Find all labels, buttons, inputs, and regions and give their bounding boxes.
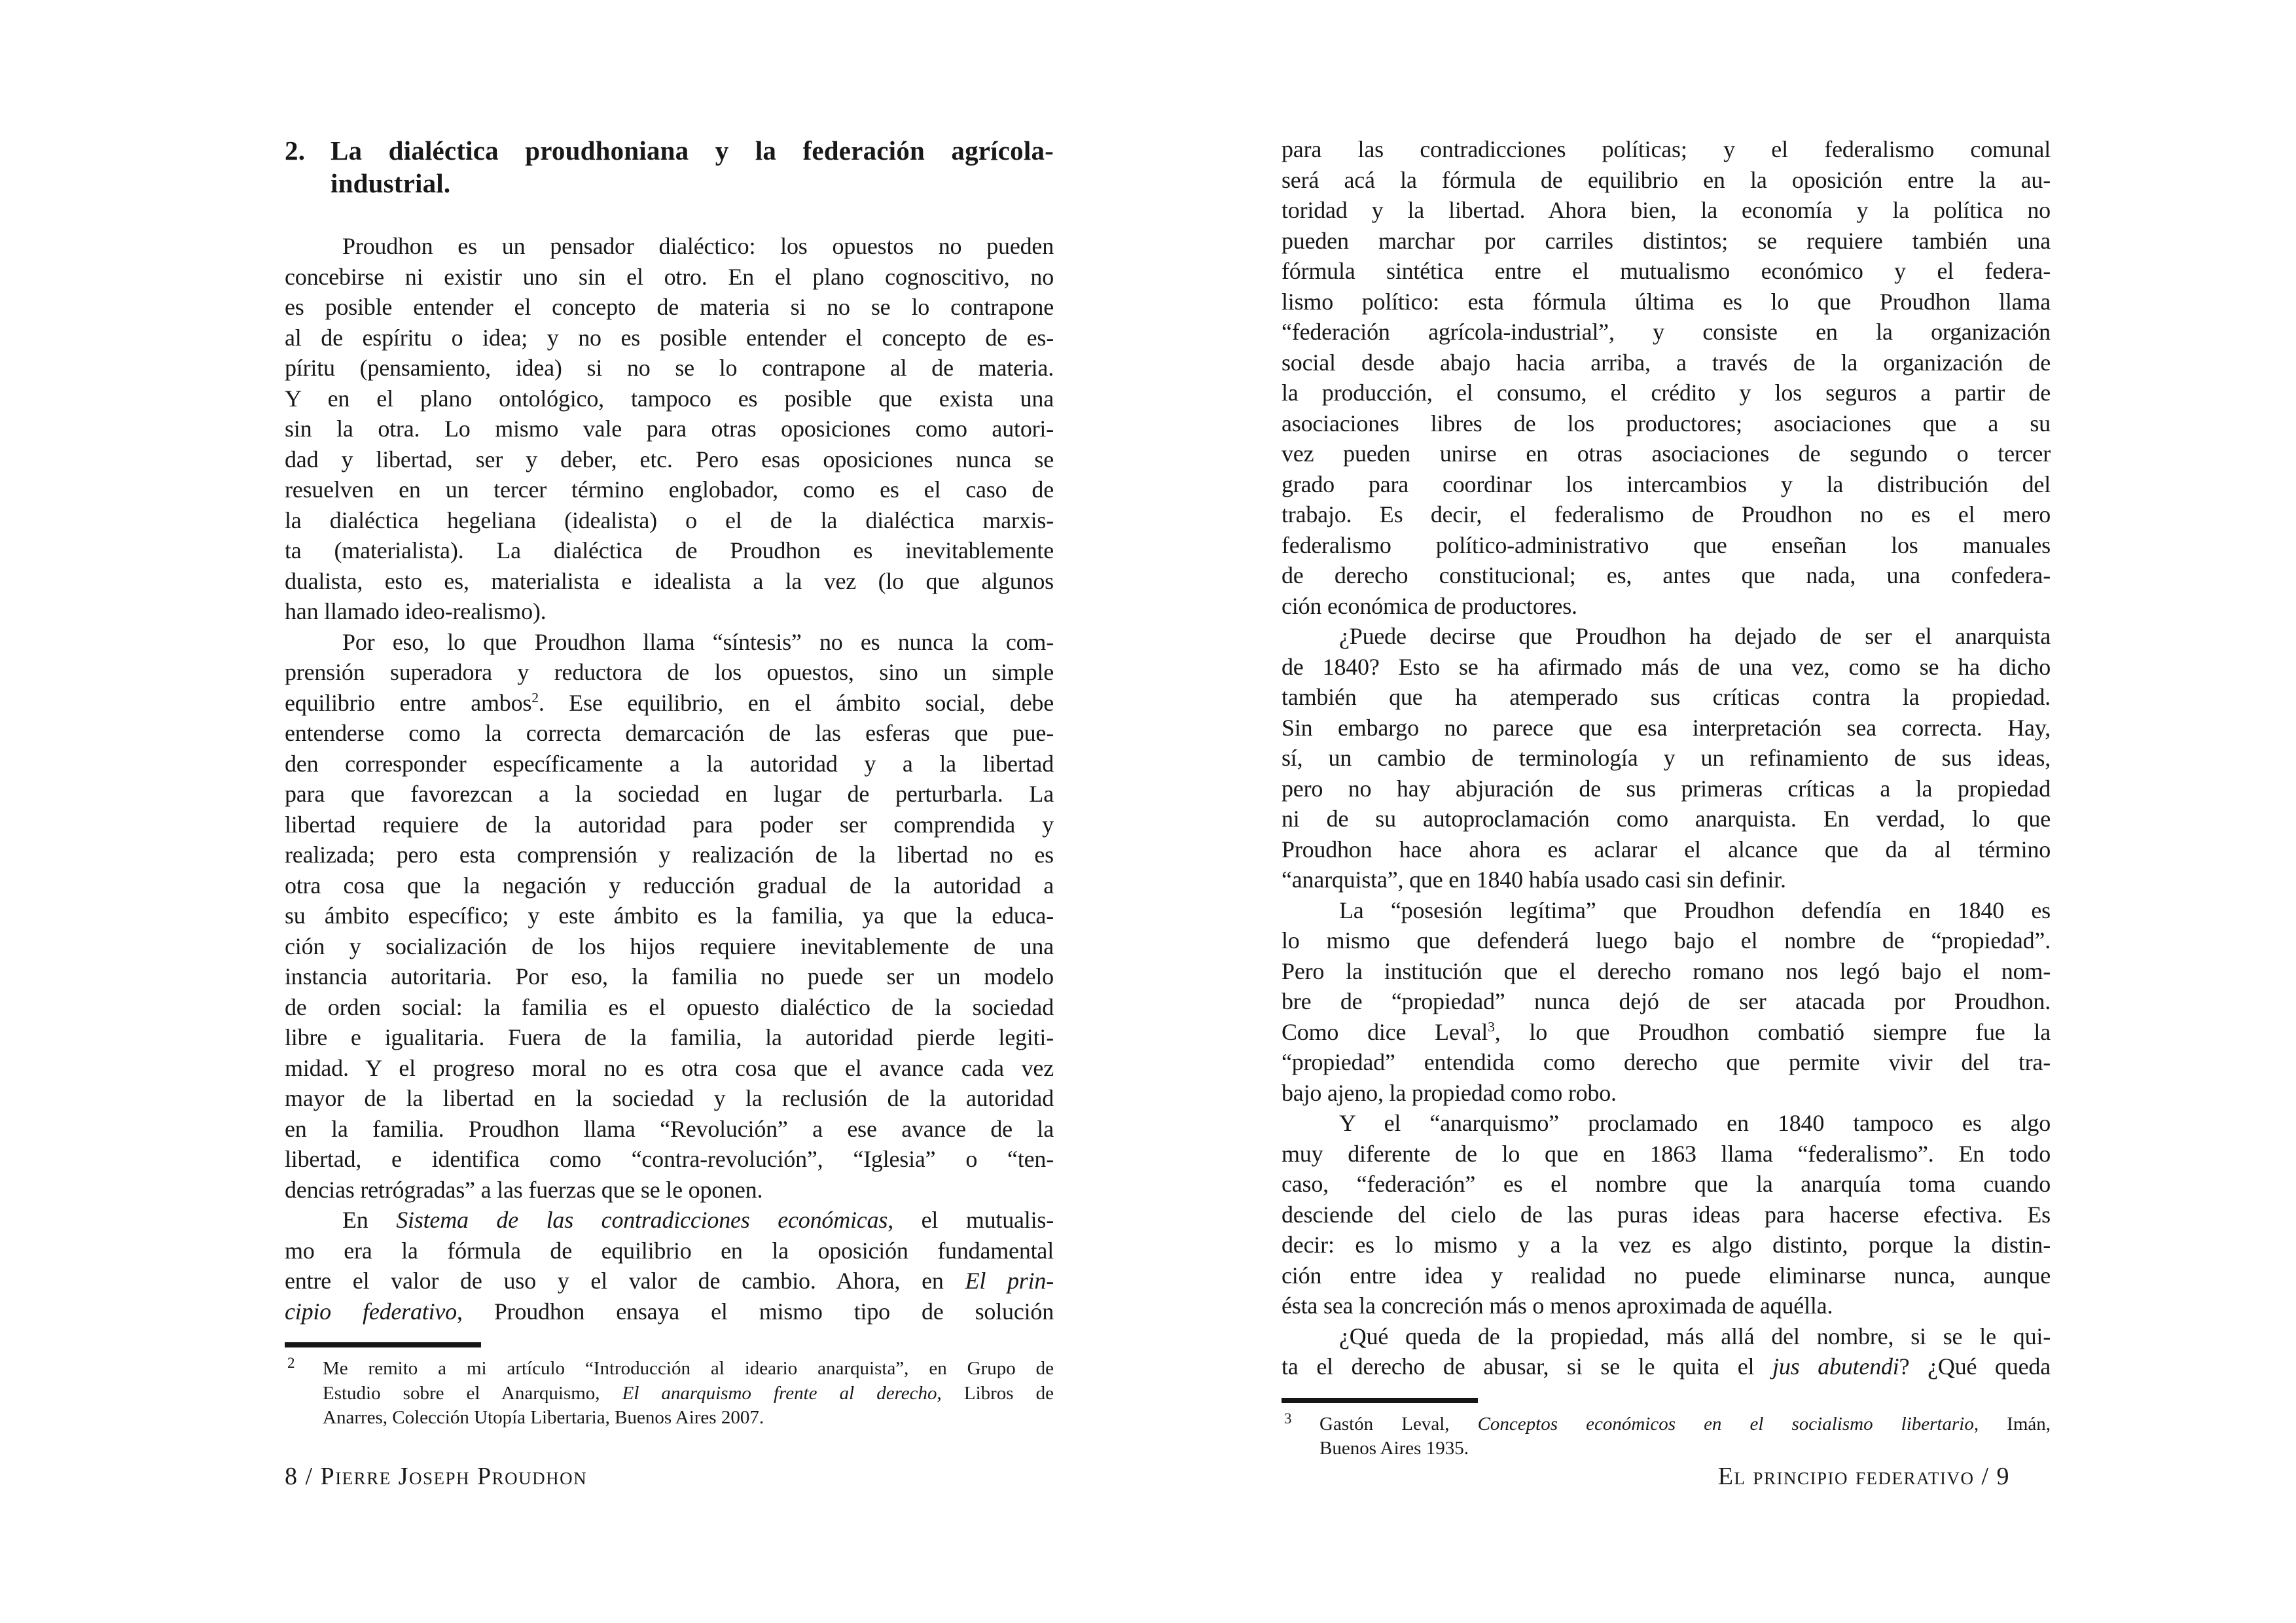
text-line: Proudhon es un pensador dialéctico: los opuestos no pueden <box>342 233 1054 259</box>
footnote-text <box>1319 1412 2051 1461</box>
text-line: libertad requiere de la autoridad para poder ser comprendida y <box>285 811 1054 838</box>
text-line: otra cosa que la negación y reducción gradual de la autoridad a <box>285 872 1054 899</box>
text-line: para que favorezcan a la sociedad en lugar de perturbarla. La <box>285 781 1054 807</box>
text-line: entre el valor de uso y el valor de cambio. Ahora, en El prin- <box>285 1268 1054 1294</box>
text-line: pero no hay abjuración de sus primeras críticas a la propiedad <box>1282 775 2051 802</box>
left-page-footer: 8 / Pierre Joseph Proudhon <box>285 1463 588 1490</box>
text-line: la dialéctica hegeliana (idealista) o el de la dialéctica marxis- <box>285 507 1054 533</box>
text-line: han llamado ideo-realismo). <box>285 598 547 624</box>
text-line: es posible entender el concepto de materia si no se lo contrapone <box>285 294 1054 320</box>
text-line: mo era la fórmula de equilibrio en la oposición fundamental <box>285 1237 1054 1264</box>
text-line: también que ha atemperado sus críticas contra la propiedad. <box>1282 684 2051 710</box>
heading-line-1: La dialéctica proudhoniana y la federación agrícola- <box>331 135 1054 166</box>
text-line: vez pueden unirse en otras asociaciones de segundo o tercer <box>1282 440 2051 467</box>
heading-line-2: industrial. <box>331 168 451 198</box>
text-line: “anarquista”, que en 1840 había usado casi sin definir. <box>1282 866 1786 893</box>
text-line: “propiedad” entendida como derecho que permite vivir del tra- <box>1282 1049 2051 1075</box>
text-line: bre de “propiedad” nunca dejó de ser atacada por Proudhon. <box>1282 988 2051 1014</box>
text-line: en la familia. Proudhon llama “Revolución” a ese avance de la <box>285 1115 1054 1142</box>
text-line: concebirse ni existir uno sin el otro. En el plano cognoscitivo, no <box>285 263 1054 290</box>
footnote-marker: 3 <box>1284 1410 1292 1427</box>
text-line: Proudhon hace ahora es aclarar el alcance que da al término <box>1282 836 2051 863</box>
text-line: pueden marchar por carriles distintos; se requiere también una <box>1282 227 2051 254</box>
text-line: muy diferente de lo que en 1863 llama “federalismo”. En todo <box>1282 1140 2051 1167</box>
text-line: desciende del cielo de las puras ideas para hacerse efectiva. Es <box>1282 1201 2051 1228</box>
text-line: libre e igualitaria. Fuera de la familia, la autoridad pierde legiti- <box>285 1024 1054 1050</box>
text-line: entenderse como la correcta demarcación de las esferas que pue- <box>285 720 1054 746</box>
text-line: La “posesión legítima” que Proudhon defendía en 1840 es <box>1339 897 2051 923</box>
text-line: Gastón Leval, Conceptos económicos en el socialismo libertario, Imán, <box>1319 1413 2051 1435</box>
text-line: Pero la institución que el derecho romano nos legó bajo el nom- <box>1282 957 2051 984</box>
text-line: ción y socialización de los hijos requiere inevitablemente de una <box>285 933 1054 959</box>
footnote-text <box>323 1357 1054 1431</box>
text-line: Buenos Aires 1935. <box>1319 1438 1469 1459</box>
footnote-rule <box>1282 1398 1478 1403</box>
text-line: ta (materialista). La dialéctica de Proudhon es inevitablemente <box>285 537 1054 563</box>
right-page-footer: El principio federativo / 9 <box>1717 1463 2010 1490</box>
text-line: grado para coordinar los intercambios y la distribución del <box>1282 471 2051 497</box>
right-page <box>1282 134 2051 1490</box>
text-line: realizada; pero esta comprensión y realización de la libertad no es <box>285 842 1054 868</box>
text-line: Me remito a mi artículo “Introducción al ideario anarquista”, en Grupo de <box>323 1358 1054 1379</box>
text-line: píritu (pensamiento, idea) si no se lo contrapone al de materia. <box>285 355 1054 381</box>
text-line: toridad y la libertad. Ahora bien, la economía y la política no <box>1282 197 2051 223</box>
text-line: ésta sea la concreción más o menos aproximada de aquélla. <box>1282 1293 1833 1319</box>
text-line: será acá la fórmula de equilibrio en la oposición entre la au- <box>1282 166 2051 193</box>
text-line: dualista, esto es, materialista e idealista a la vez (lo que algunos <box>285 567 1054 594</box>
text-line: prensión superadora y reductora de los opuestos, sino un simple <box>285 659 1054 685</box>
text-line: ¿Qué queda de la propiedad, más allá del nombre, si se le qui- <box>1339 1323 2051 1349</box>
text-line: para las contradicciones políticas; y el federalismo comunal <box>1282 136 2051 162</box>
left-page <box>285 134 1054 1490</box>
text-line: ción entre idea y realidad no puede eliminarse nunca, aunque <box>1282 1262 2051 1289</box>
text-line: midad. Y el progreso moral no es otra cosa que el avance cada vez <box>285 1054 1054 1081</box>
text-line: Anarres, Colección Utopía Libertaria, Buenos Aires 2007. <box>323 1407 764 1428</box>
text-line: den corresponder específicamente a la autoridad y a la libertad <box>285 750 1054 777</box>
footnote-rule <box>285 1342 481 1347</box>
text-line: ¿Puede decirse que Proudhon ha dejado de ser el anarquista <box>1339 623 2051 649</box>
text-line: En Sistema de las contradicciones económicas, el mutualis- <box>342 1207 1054 1233</box>
right-page-body <box>1282 134 2051 1382</box>
text-line: social desde abajo hacia arriba, a través de la organización de <box>1282 349 2051 376</box>
text-line: dencias retrógradas” a las fuerzas que se le oponen. <box>285 1176 763 1203</box>
text-line: cipio federativo, Proudhon ensaya el mismo tipo de solución <box>285 1298 1054 1325</box>
text-line: de derecho constitucional; es, antes que nada, una confedera- <box>1282 562 2051 588</box>
text-line: bajo ajeno, la propiedad como robo. <box>1282 1079 1617 1106</box>
text-line: fórmula sintética entre el mutualismo económico y el federa- <box>1282 258 2051 284</box>
text-line: dad y libertad, ser y deber, etc. Pero esas oposiciones nunca se <box>285 446 1054 473</box>
text-line: ción económica de productores. <box>1282 592 1577 619</box>
footnote-2 <box>285 1357 1054 1431</box>
text-line: Y en el plano ontológico, tampoco es posible que exista una <box>285 385 1054 412</box>
text-line: decir: es lo mismo y a la vez es algo distinto, porque la distin- <box>1282 1232 2051 1258</box>
text-line: “federación agrícola-industrial”, y consiste en la organización <box>1282 319 2051 345</box>
text-line: asociaciones libres de los productores; asociaciones que a su <box>1282 410 2051 437</box>
section-number: 2. <box>285 135 306 166</box>
text-line: equilibrio entre ambos$^2$. Ese equilibrio, en el ámbito social, debe <box>285 689 1054 716</box>
text-line: caso, “federación” es el nombre que la anarquía toma cuando <box>1282 1171 2051 1197</box>
section-heading <box>285 134 1054 200</box>
text-line: instancia autoritaria. Por eso, la familia no puede ser un modelo <box>285 963 1054 990</box>
text-line: ni de su autoproclamación como anarquista. En verdad, lo que <box>1282 806 2051 832</box>
text-line: ta el derecho de abusar, si se le quita el jus abutendi? ¿Qué queda <box>1282 1353 2051 1380</box>
left-page-body <box>285 231 1054 1327</box>
text-line: sin la otra. Lo mismo vale para otras oposiciones como autori- <box>285 416 1054 442</box>
text-line: lismo político: esta fórmula última es lo que Proudhon llama <box>1282 288 2051 315</box>
text-line: Sin embargo no parece que esa interpretación sea correcta. Hay, <box>1282 714 2051 741</box>
text-line: Estudio sobre el Anarquismo, El anarquismo frente al derecho, Libros de <box>323 1382 1054 1404</box>
text-line: Como dice Leval$^3$, lo que Proudhon combatió siempre fue la <box>1282 1018 2051 1045</box>
text-line: trabajo. Es decir, el federalismo de Proudhon no es el mero <box>1282 501 2051 527</box>
text-line: resuelven en un tercer término englobador, como es el caso de <box>285 476 1054 503</box>
footnote-3 <box>1282 1412 2051 1461</box>
text-line: de 1840? Esto se ha afirmado más de una vez, como se ha dicho <box>1282 653 2051 680</box>
text-line: Y el “anarquismo” proclamado en 1840 tampoco es algo <box>1339 1110 2051 1136</box>
text-line: mayor de la libertad en la sociedad y la reclusión de la autoridad <box>285 1085 1054 1111</box>
text-line: sí, un cambio de terminología y un refinamiento de sus ideas, <box>1282 745 2051 771</box>
text-line: libertad, e identifica como “contra-revolución”, “Iglesia” o “ten- <box>285 1146 1054 1172</box>
text-line: su ámbito específico; y este ámbito es la familia, ya que la educa- <box>285 902 1054 929</box>
text-line: federalismo político-administrativo que enseñan los manuales <box>1282 531 2051 558</box>
text-line: lo mismo que defenderá luego bajo el nombre de “propiedad”. <box>1282 927 2051 954</box>
text-line: al de espíritu o idea; y no es posible entender el concepto de es- <box>285 324 1054 351</box>
text-line: la producción, el consumo, el crédito y los seguros a partir de <box>1282 380 2051 406</box>
text-line: de orden social: la familia es el opuesto dialéctico de la sociedad <box>285 993 1054 1020</box>
text-line: Por eso, lo que Proudhon llama “síntesis” no es nunca la com- <box>342 628 1054 655</box>
footnote-marker: 2 <box>287 1355 295 1371</box>
